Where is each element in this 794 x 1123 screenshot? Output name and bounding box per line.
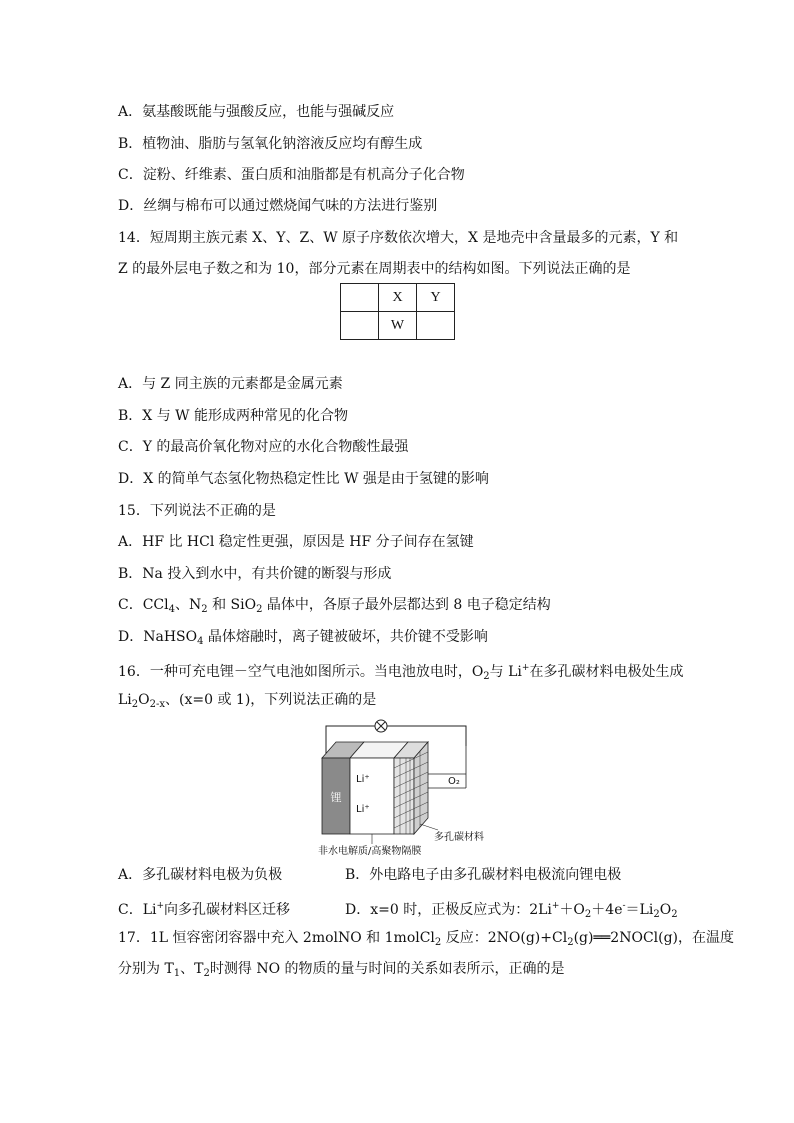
separator-caption: 非水电解质/高聚物隔膜 [318, 846, 422, 856]
table-cell-x: X [379, 284, 417, 312]
o2-label: O₂ [448, 776, 460, 787]
table-cell [341, 312, 379, 340]
q15-option-d: D．NaHSO$_4$ 晶体熔融时，离子键被破坏，共价键不受影响 [118, 629, 488, 647]
li-ion-label-2: Li⁺ [356, 804, 370, 815]
table-cell [341, 284, 379, 312]
q16-option-d: D．x=0 时，正极反应式为：$2Li^++O_2+4e^-=Li_2O_2$ [345, 901, 678, 920]
q14-option-c: C．Y 的最高价氧化物对应的水化合物酸性最强 [118, 439, 409, 455]
q17-stem-line1: 17．1L 恒容密闭容器中充入 2molNO 和 1molCl$_2$ 反应：$2NO(g)+Cl_2(g)══2NOCl(g)$，在温度 [118, 930, 735, 948]
q16-stem-line1: 16．一种可充电锂－空气电池如图所示。当电池放电时，$O_2$与 Li+在多孔碳材料电极处生成 [118, 663, 684, 682]
q16-option-b: B．外电路电子由多孔碳材料电极流向锂电极 [345, 867, 622, 883]
periodic-table-fragment [340, 283, 455, 340]
li-air-battery-figure [316, 716, 496, 856]
table-cell [417, 312, 455, 340]
q14-stem-line2: Z 的最外层电子数之和为 10，部分元素在周期表中的结构如图。下列说法正确的是 [118, 261, 631, 277]
li-ion-label-1: Li⁺ [356, 774, 370, 785]
electrolyte-region [350, 758, 394, 834]
table-cell-y: Y [417, 284, 455, 312]
lithium-label: 锂 [330, 791, 342, 804]
q14-option-d: D．X 的简单气态氢化物热稳定性比 W 强是由于氢键的影响 [118, 471, 489, 487]
q15-option-c: C．CCl$_4$、$N_2$ 和 SiO$_2$ 晶体中，各原子最外层都达到 8 电子稳定结构 [118, 597, 551, 615]
q13-option-d: D．丝绸与棉布可以通过燃烧闻气味的方法进行鉴别 [118, 198, 438, 214]
q13-option-b: B．植物油、脂肪与氢氧化钠溶液反应均有醇生成 [118, 136, 423, 152]
q14-option-a: A．与 Z 同主族的元素都是金属元素 [118, 376, 343, 392]
q13-option-a: A．氨基酸既能与强酸反应，也能与强碱反应 [118, 104, 395, 120]
q16-option-c: C．Li+向多孔碳材料区迁移 [118, 901, 291, 918]
table-cell-w: W [379, 312, 417, 340]
q16-stem-line2: $Li_2O_{2-x}$、(x=0 或 1)，下列说法正确的是 [118, 692, 377, 710]
q17-stem-line2: 分别为 $T_1$、$T_2$时测得 NO 的物质的量与时间的关系如表所示，正确的是 [118, 961, 565, 979]
q13-option-c: C．淀粉、纤维素、蛋白质和油脂都是有机高分子化合物 [118, 167, 465, 183]
q15-option-b: B．Na 投入到水中，有共价键的断裂与形成 [118, 566, 392, 582]
q16-option-a: A．多孔碳材料电极为负极 [118, 867, 283, 883]
q14-stem-line1: 14．短周期主族元素 X、Y、Z、W 原子序数依次增大，X 是地壳中含量最多的元素，Y 和 [118, 230, 679, 246]
q15-stem: 15．下列说法不正确的是 [118, 503, 276, 519]
q15-option-a: A．HF 比 HCl 稳定性更强，原因是 HF 分子间存在氢键 [118, 534, 474, 550]
q14-option-b: B．X 与 W 能形成两种常见的化合物 [118, 408, 348, 424]
porous-carbon-electrode [394, 758, 414, 834]
carbon-label: 多孔碳材料 [434, 832, 484, 843]
